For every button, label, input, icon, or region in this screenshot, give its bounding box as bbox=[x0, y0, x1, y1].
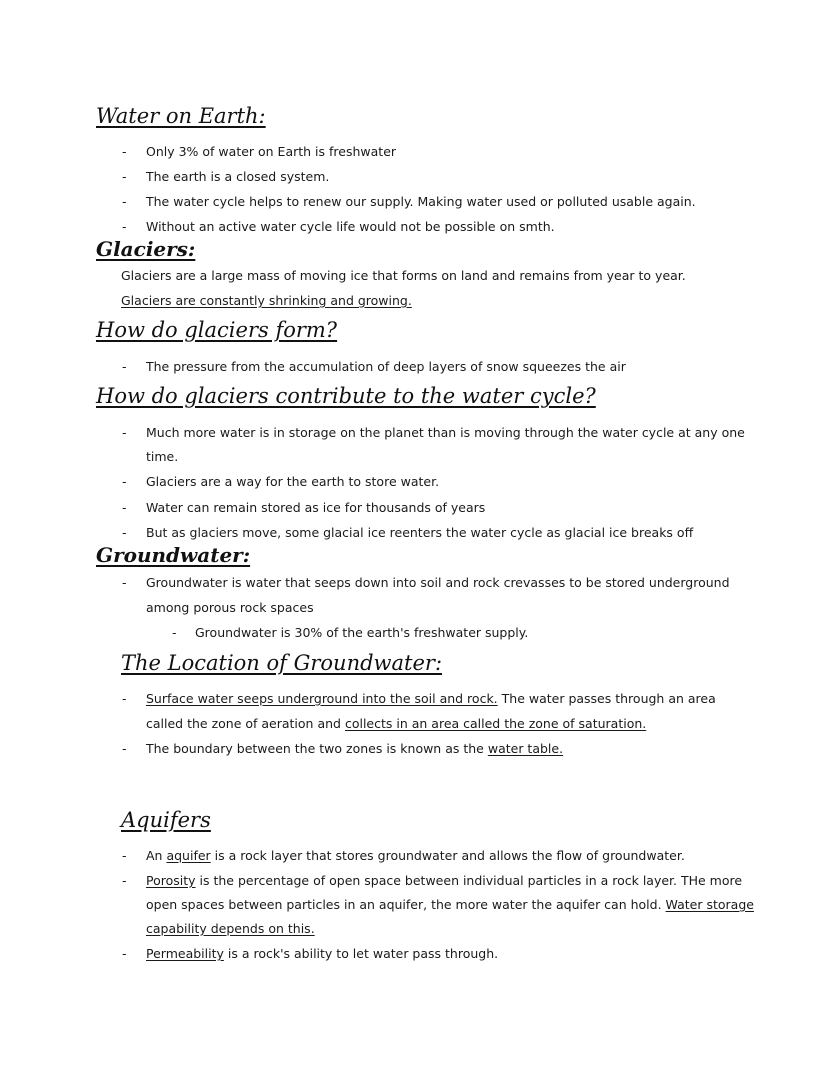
bullet-dash: - bbox=[122, 741, 127, 756]
bullet-dash: - bbox=[122, 500, 127, 515]
heading-groundwater: Groundwater: bbox=[96, 543, 251, 567]
bullet-dash: - bbox=[122, 219, 127, 234]
list-item: The water cycle helps to renew our supply. Making water used or polluted usable again. bbox=[146, 194, 696, 209]
list-item bbox=[146, 741, 563, 757]
list-item: Only 3% of water on Earth is freshwater bbox=[146, 144, 397, 159]
bullet-dash: - bbox=[122, 575, 127, 590]
text-run: is a rock layer that stores groundwater and allows the flow of groundwater. bbox=[210, 848, 685, 863]
text-run: is a rock's ability to let water pass through. bbox=[223, 946, 499, 961]
bullet-dash: - bbox=[122, 169, 127, 184]
list-item bbox=[146, 848, 685, 864]
text-run: The water passes through an area bbox=[497, 691, 716, 706]
list-item: Glaciers are a way for the earth to store water. bbox=[146, 474, 440, 489]
underlined-phrase: Water storage bbox=[665, 897, 754, 912]
heading-location-groundwater: The Location of Groundwater: bbox=[121, 651, 443, 675]
text-run: open spaces between particles in an aquifer, the more water the aquifer can hold. bbox=[146, 897, 666, 912]
text-run: called the zone of aeration and bbox=[146, 716, 345, 731]
bullet-dash: - bbox=[122, 359, 127, 374]
underlined-phrase: Surface water seeps underground into the soil and rock. bbox=[146, 691, 498, 706]
term-permeability: Permeability bbox=[146, 946, 224, 961]
list-item-continuation: capability depends on this. bbox=[146, 921, 315, 936]
bullet-dash: - bbox=[122, 946, 127, 961]
list-item-continuation bbox=[146, 716, 646, 732]
text-run: is the percentage of open space between individual particles in a rock layer. THe more bbox=[195, 873, 743, 888]
list-item: The pressure from the accumulation of deep layers of snow squeezes the air bbox=[146, 359, 626, 374]
list-item: The earth is a closed system. bbox=[146, 169, 330, 184]
list-item: But as glaciers move, some glacial ice reenters the water cycle as glacial ice breaks off bbox=[146, 525, 694, 540]
bullet-dash: - bbox=[122, 848, 127, 863]
list-item-continuation bbox=[146, 897, 754, 913]
heading-glaciers-form: How do glaciers form? bbox=[96, 318, 338, 342]
bullet-dash: - bbox=[122, 194, 127, 209]
bullet-dash: - bbox=[122, 474, 127, 489]
underlined-phrase: water table. bbox=[487, 741, 564, 756]
sub-bullet-dash: - bbox=[172, 625, 177, 640]
bullet-dash: - bbox=[122, 873, 127, 888]
heading-water-on-earth: Water on Earth: bbox=[96, 104, 266, 128]
list-item-continuation: among porous rock spaces bbox=[146, 600, 314, 615]
list-item bbox=[146, 946, 498, 962]
heading-glaciers: Glaciers: bbox=[96, 237, 196, 261]
glaciers-definition: Glaciers are a large mass of moving ice that forms on land and remains from year to year. bbox=[121, 268, 686, 283]
text-run: An bbox=[146, 848, 167, 863]
bullet-dash: - bbox=[122, 691, 127, 706]
list-item: Water can remain stored as ice for thousands of years bbox=[146, 500, 486, 515]
heading-aquifers: Aquifers bbox=[121, 808, 211, 832]
glaciers-note: Glaciers are constantly shrinking and growing. bbox=[121, 293, 412, 308]
term-aquifer: aquifer bbox=[166, 848, 211, 863]
term-porosity: Porosity bbox=[146, 873, 196, 888]
list-item bbox=[146, 691, 716, 707]
underlined-phrase: collects in an area called the zone of saturation. bbox=[344, 716, 647, 731]
list-item-continuation: time. bbox=[146, 449, 179, 464]
list-item: Without an active water cycle life would not be possible on smth. bbox=[146, 219, 555, 234]
list-item: Much more water is in storage on the planet than is moving through the water cycle at any one bbox=[146, 425, 745, 440]
list-item: Groundwater is water that seeps down into soil and rock crevasses to be stored underground bbox=[146, 575, 730, 590]
bullet-dash: - bbox=[122, 525, 127, 540]
bullet-dash: - bbox=[122, 425, 127, 440]
heading-glaciers-contribute: How do glaciers contribute to the water cycle? bbox=[96, 384, 596, 408]
sub-list-item: Groundwater is 30% of the earth's freshwater supply. bbox=[195, 625, 529, 640]
bullet-dash: - bbox=[122, 144, 127, 159]
list-item bbox=[146, 873, 742, 889]
text-run: The boundary between the two zones is known as the bbox=[146, 741, 488, 756]
